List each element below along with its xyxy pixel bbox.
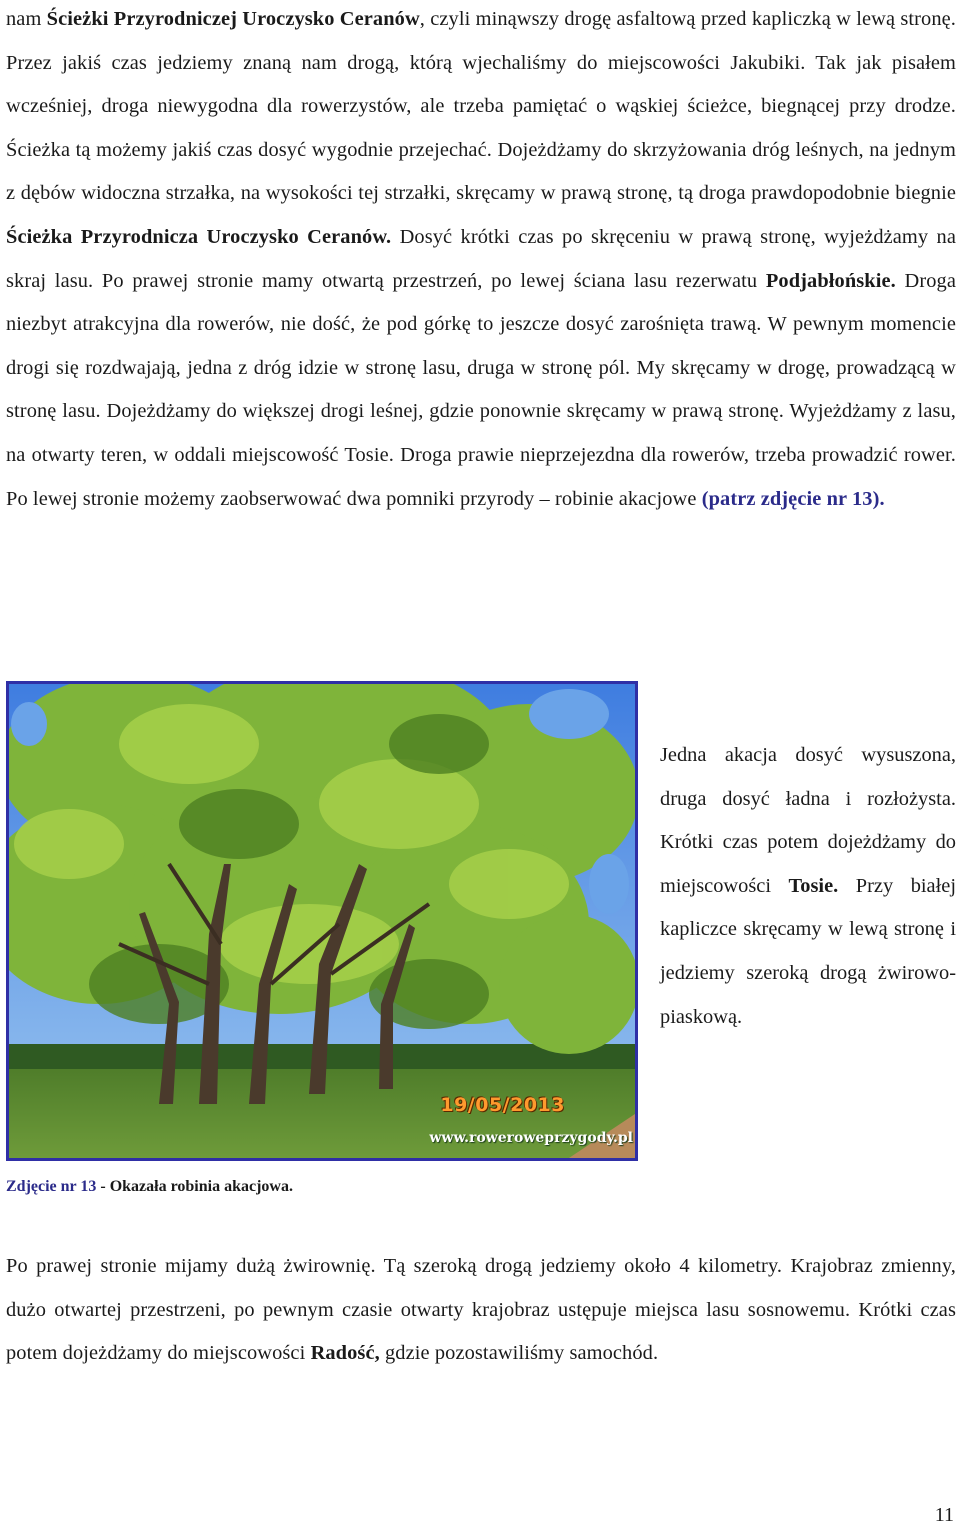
- text-span: Po prawej stronie mijamy dużą żwirownię. Tą szeroką drogą jedziemy około 4 kilometry. Krajobraz zmienny, dużo otwartej przestrzeni, po pewnym czasie otwarty krajobraz ustępuje miejsca lasu sosnowemu. Krótki czas potem dojeżdżamy do miejscowości: [6, 1255, 956, 1365]
- tree-photo-illustration: [9, 684, 635, 1158]
- place-name-bold: Radość,: [310, 1342, 380, 1365]
- photo-date-stamp: 19/05/2013: [440, 1094, 565, 1116]
- text-span: , czyli minąwszy drogę asfaltową przed kapliczką w lewą stronę. Przez jakiś czas jedziemy znaną nam drogą, którą wjechaliśmy do miejscowości Jakubiki. Tak jak pisałem wcześniej, droga niewygodna dla rowerzystów, ale trzeba pamiętać o wąskiej ścieżce, biegnącej przy drodze. Ścieżka tą możemy jakiś czas dosyć wygodnie przejechać. Dojeżdżamy do skrzyżowania dróg leśnych, na jednym z dębów widoczna strzałka, na wysokości tej strzałki, skręcamy w prawą stronę, tą droga prawdopodobnie biegnie: [6, 8, 956, 205]
- text-span: Jedna akacja dosyć wysuszona, druga dosyć ładna i rozłożysta. Krótki czas potem dojeżdżamy do miejscowości: [660, 744, 956, 897]
- photo-robinia: [6, 681, 638, 1161]
- reserve-name-bold: Podjabłońskie.: [765, 269, 896, 292]
- photo-reference: (patrz zdjęcie nr 13).: [701, 487, 885, 510]
- photo-caption: [6, 1178, 293, 1196]
- text-span: nam: [6, 8, 47, 30]
- paragraph-ending: [6, 1245, 956, 1376]
- place-name-bold: Tosie.: [788, 874, 839, 897]
- text-span: Droga niezbyt atrakcyjna dla rowerów, nie dość, że pod górkę to jeszcze dosyć zarośnięta trawą. W pewnym momencie drogi się rozdwajają, jedna z dróg idzie w stronę lasu, druga w stronę pól. My skręcamy w drogę, prowadzącą w stronę lasu. Dojeżdżamy do większej drogi leśnej, gdzie ponownie skręcamy w prawą stronę. Wyjeżdżamy z lasu, na otwarty teren, w oddali miejscowość Tosie. Droga prawie nieprzejezdna dla rowerów, trzeba prowadzić rower. Po lewej stronie możemy zaobserwować dwa pomniki przyrody – robinie akacjowe: [6, 269, 956, 510]
- text-span: Przy białej kapliczce skręcamy w lewą stronę i jedziemy szeroką drogą żwirowo-piaskową.: [660, 874, 956, 1028]
- caption-text: - Okazała robinia akacjowa.: [96, 1178, 293, 1195]
- caption-lead: Zdjęcie nr 13: [6, 1178, 97, 1195]
- paragraph-route-description: [6, 0, 956, 521]
- text-span: gdzie pozostawiliśmy samochód.: [379, 1342, 659, 1365]
- photo-watermark: www.roweroweprzygody.pl: [429, 1130, 633, 1146]
- trail-name-bold: Ścieżka Przyrodnicza Uroczysko Ceranów.: [6, 225, 392, 248]
- text-span: Dosyć krótki czas po skręceniu w prawą stronę, wyjeżdżamy na skraj lasu. Po prawej stronie mamy otwartą przestrzeń, po lewej ściana lasu rezerwatu: [6, 225, 956, 292]
- trail-name-bold: Ścieżki Przyrodniczej Uroczysko Ceranów: [46, 8, 420, 30]
- page-number: 11: [934, 1504, 954, 1526]
- side-paragraph: [660, 734, 956, 1039]
